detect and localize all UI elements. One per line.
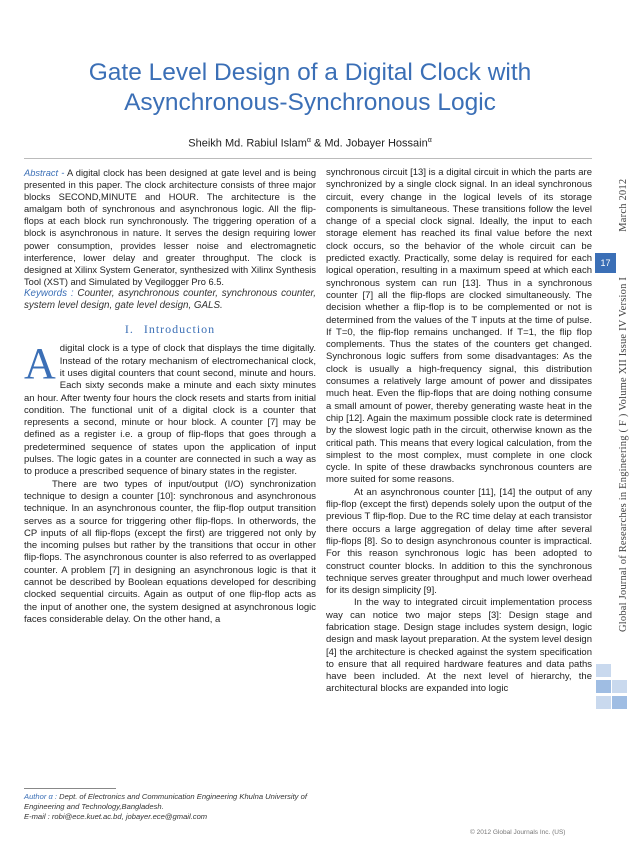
- right-paragraph-1: synchronous circuit [13] is a digital circuit in which the parts are synchronized by a single clock signal. In an ideal synchronous circuit, every change in the logical levels of its storage components is simultaneous. These transitions follow the level change of a special clock signal. Ideally, the input to each storage element has reached its final value before the next clock occurs, so the behavior of the whole circuit can be predicted exactly. Practically, some delay is required for each logical operation, resulting in a maximum speed at which each synchronous system can run [13]. Thus in a synchronous counter [7] all the flip-flops are clocked simultaneously. The decision whether a flip-flop is to be complemented or not is determined from the values of the T inputs at the time of pulse. If T=0, the flip-flop remains unchanged. If T=1, the flip flop complements. Thus the states of the counters get changed. Synchronous logic suffers from some disadvantages: As the clock is usually a high-frequency signal, this distribution consumes a relatively large amount of power and dissipates much heat. Even the flip-flops that are doing nothing consume a small amount of power, thereby generating waste heat in the chip [12]. Again the maximum possible clock rate is determined by the slowest logic path in the circuit, otherwise known as the critical path. This means that every logical calculation, from the simplest to the most complex, must complete in one clock cycle. In spite of these drawbacks synchronous counters are more suited for some reasons.: [326, 167, 592, 486]
- journal-date: March 2012: [618, 178, 629, 232]
- footnote-affiliation: Dept. of Electronics and Communication Engineering Khulna University of Engineering and Technology,Bangladesh.: [24, 792, 307, 812]
- decor-square: [596, 664, 611, 677]
- journal-name: Global Journal of Researches in Engineering ( F ) Volume XII Issue IV Version I: [618, 276, 629, 632]
- copyright-notice: © 2012 Global Journals Inc. (US): [470, 829, 566, 836]
- keywords: [24, 288, 316, 312]
- author-1: Sheikh Md. Rabiul Islam: [188, 137, 307, 150]
- paper-title: Gate Level Design of a Digital Clock with Asynchronous-Synchronous Logic: [88, 59, 532, 116]
- footnote-label: Author α :: [24, 792, 58, 801]
- header-divider: [24, 158, 592, 159]
- intro-paragraph-1-text: digital clock is a type of clock that displays the time digitally. Instead of the rotary mechanism of electromechanical clock, it uses digital counters that count second, minute and hours. Each sixty seconds make a minute and each sixty minutes an hour. After twenty four hours the clock resets and starts from initial condition. The functional unit of a digital clock is a counter that represents a second, minute or hour block. A counter [7] may be defined as a register i.e. a group of flip-flops that goes through a predetermined sequence of states upon the application of input pulses. The logic gates in a counter are connected in such a way as to produce a prescribed sequence of binary states in the register.: [24, 343, 316, 478]
- left-column: [24, 167, 316, 626]
- intro-paragraph-1: [24, 339, 316, 478]
- decor-square: [596, 696, 611, 709]
- abstract-text: A digital clock has been designed at gate level and is being presented in this paper. The clock architecture consists of three major blocks SECOND,MINUTE and HOUR. The architecture is the amalgam both of synchronous and asynchronous logic. All the flip-flops at each block run synchronously. The triggering operation of a block is asynchronous in nature. It serves the design requiring lower power consumption, provides lesser noise and electromagnetic interference, lower delay and greater throughput. The clock is designed at Xilinx System Generator, synthesized with Xilinx Synthesis Tool (XST) and Simulated by Vegilogger Pro 6.5.: [24, 168, 316, 287]
- decor-square: [596, 680, 611, 693]
- decor-square: [612, 696, 627, 709]
- keywords-text: Counter, asynchronous counter, synchronous counter, system level design, gate level design, GALS.: [24, 287, 316, 312]
- journal-sidebar: [618, 179, 629, 632]
- footnote-email: E-mail : robi@ece.kuet.ac.bd, jobayer.ece@gmail.com: [24, 812, 208, 822]
- intro-paragraph-2: There are two types of input/output (I/O) synchronization technique to design a counter [10]: synchronous and asynchronous technique. In an asynchronous counter, the flip-flop output transition serves as a source for triggering other flip-flops. In otherwords, the CP inputs of all flip-flops (except the first) are triggered not only by the incoming pulses but rather by the transitions that occur in other flip-flops. The asynchronous counter is also referred to as overlapped counter. A problem [7] in designing an asynchronous logic is that it cannot be described by Boolean equations developed for describing clocked sequential circuits. Again as output of one flip-flop acts as the input of another one, the system designed at asynchronous logic faces considerable delay. On the other hand, a: [24, 478, 316, 625]
- page-number: 17: [595, 253, 616, 273]
- author-line: [60, 137, 560, 150]
- author-1-affiliation-mark: α: [306, 137, 311, 144]
- drop-cap: A: [24, 339, 56, 389]
- section-heading-introduction: [24, 322, 316, 337]
- abstract: [24, 167, 316, 288]
- section-number: I.: [124, 322, 134, 337]
- abstract-label: Abstract -: [24, 168, 65, 178]
- author-2-affiliation-mark: α: [427, 137, 432, 144]
- section-title: Introduction: [143, 322, 216, 337]
- decor-square: [612, 680, 627, 693]
- author-2: Md. Jobayer Hossain: [324, 137, 428, 150]
- keywords-label: Keywords :: [24, 287, 74, 299]
- right-paragraph-3: In the way to integrated circuit implementation process way can notice two major steps [3]: Design stage and fabrication stage. Design stage includes system design, logic design and mask layout preparation. At the system level design [4] the architecture is checked against the system specification to ensure that all required hardware features and data paths have been included. At the next level of hierarchy, the architectural blocks are expanded into logic: [326, 597, 592, 695]
- right-paragraph-2: At an asynchronous counter [11], [14] the output of any flip-flop (except the first) depends solely upon the output of the previous T flip-flop. Due to the RC time delay at each transistor there occurs a large aggregation of delay time after several flip-flops [8]. So to design asynchronous counter is impractical. For this reason synchronous logic has been adopted to construct counter blocks. In addition to this the synchronous technique serves greater throughput and much lower overhead for its design simplicity [9].: [326, 486, 592, 597]
- right-column: [326, 167, 592, 696]
- author-separator: &: [310, 137, 325, 150]
- author-footnote: [24, 792, 316, 823]
- footnote-rule: [24, 788, 116, 789]
